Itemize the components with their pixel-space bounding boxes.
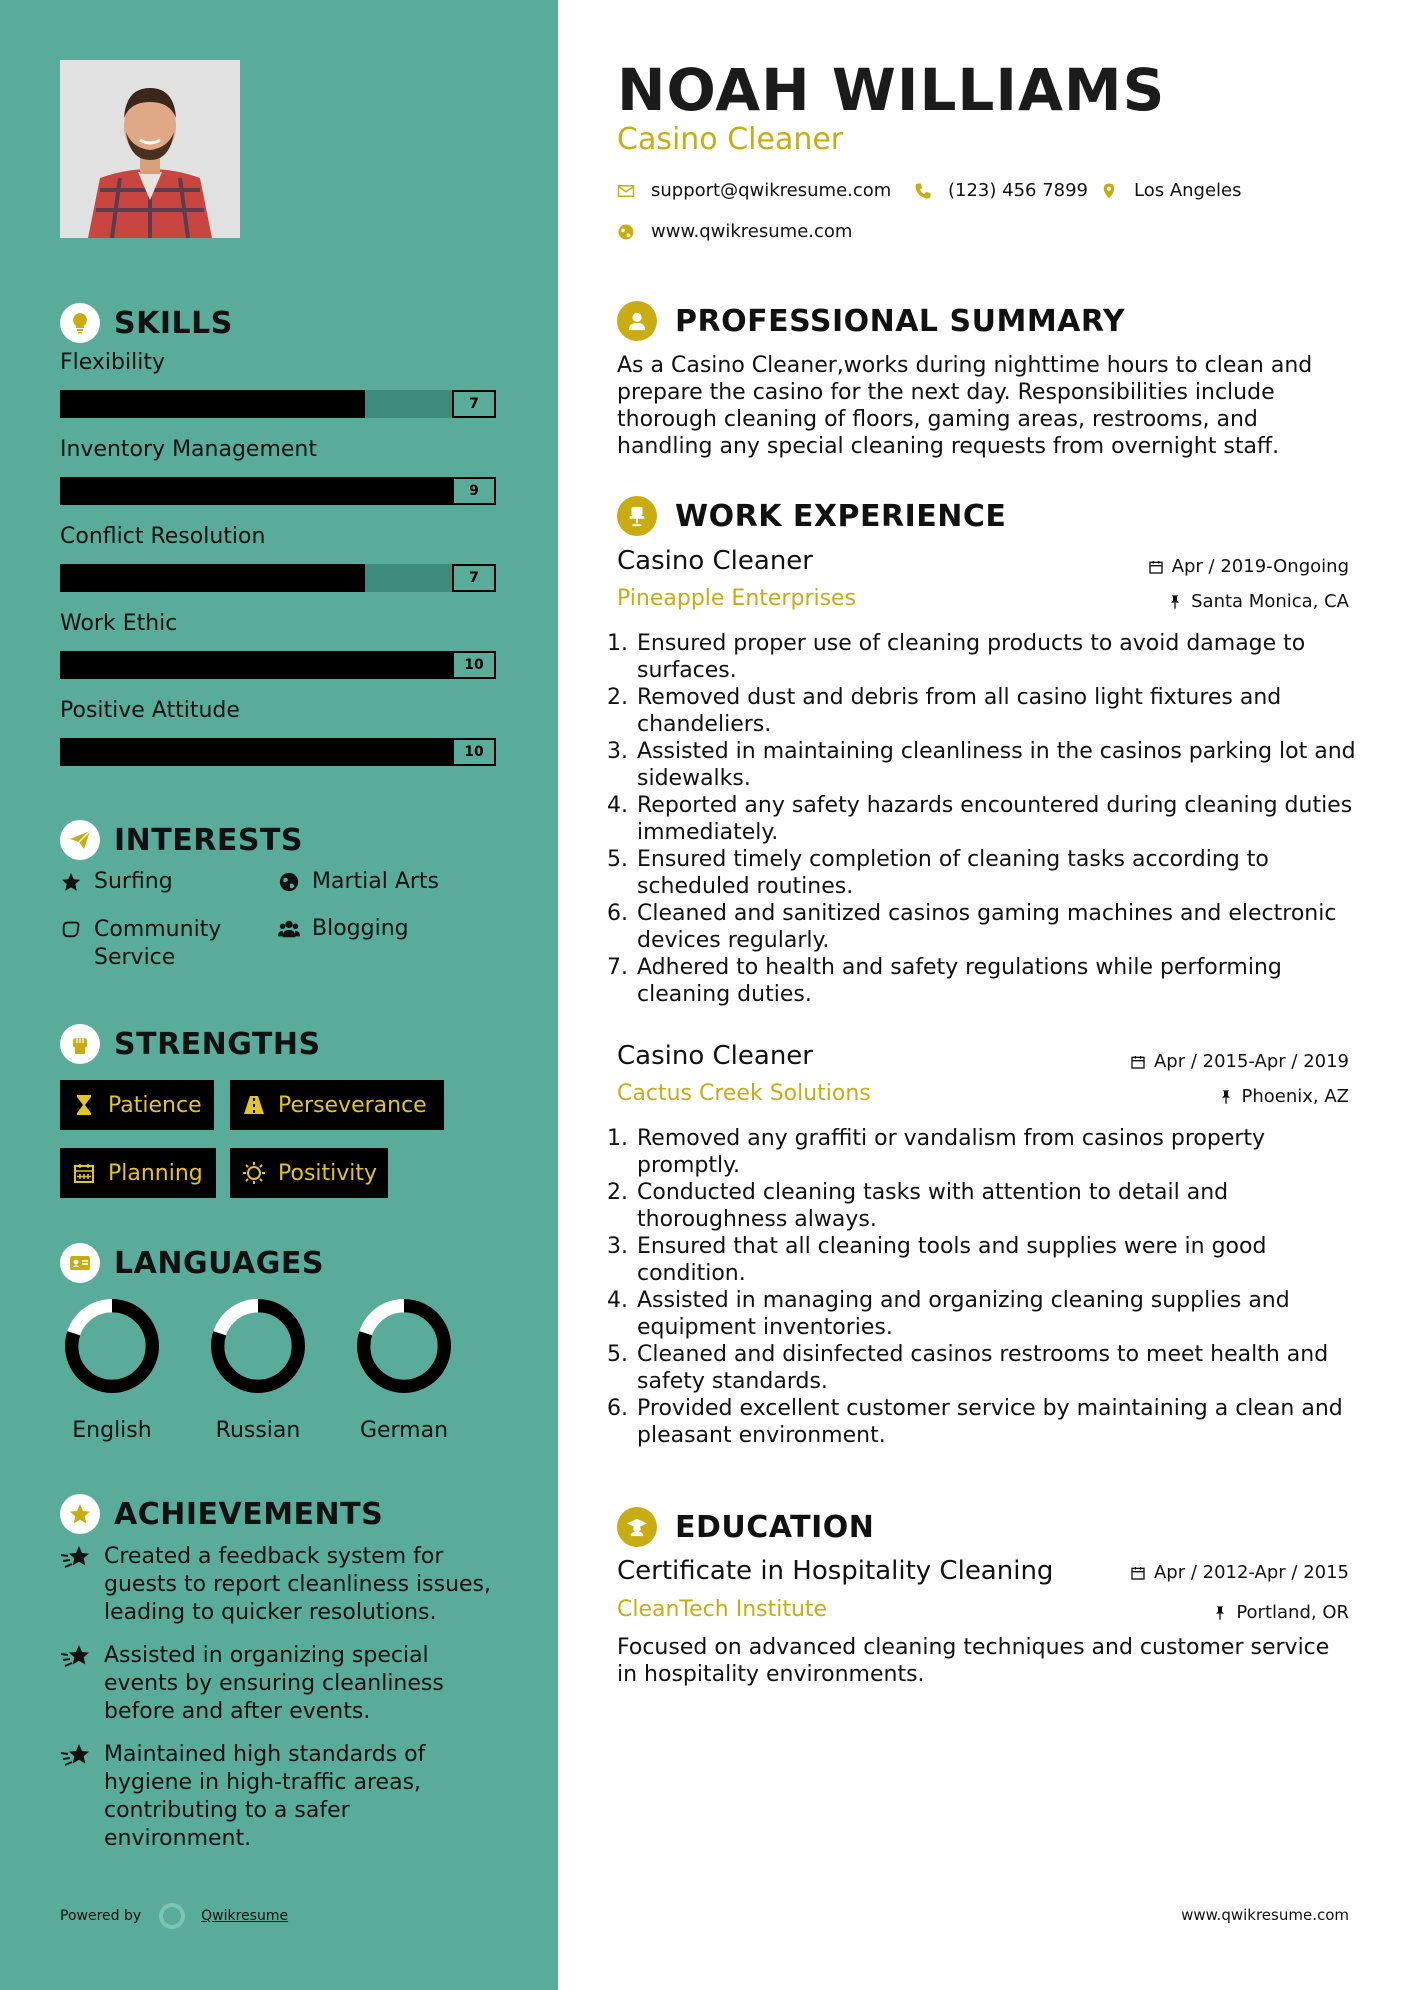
sidebar [0, 0, 558, 1990]
interest-item [278, 869, 439, 894]
interest-label: Community Service [94, 917, 222, 970]
website-text: www.qwikresume.com [651, 221, 853, 242]
languages-heading [60, 1243, 324, 1283]
duty-item: 3. Ensured that all cleaning tools and supplies were in good condition. [635, 1233, 1357, 1287]
skill-bar [60, 390, 496, 418]
language-ring [210, 1298, 306, 1394]
hand-icon [60, 918, 82, 940]
skill-name: Positive Attitude [60, 698, 240, 723]
skill-name: Work Ethic [60, 611, 178, 636]
duty-item: 1. Removed any graffiti or vandalism from casinos property promptly. [635, 1125, 1357, 1179]
job-location [1167, 591, 1349, 612]
pushpin-icon [1218, 1089, 1234, 1105]
hourglass-icon [72, 1093, 96, 1117]
skill-fill [60, 738, 496, 766]
qwikresume-link[interactable]: Qwikresume [201, 1908, 289, 1924]
strength-label: Positivity [278, 1160, 378, 1186]
interest-item [278, 916, 409, 941]
strength-chip [230, 1148, 388, 1198]
education-dates [1130, 1562, 1349, 1583]
paper-plane-icon [60, 820, 100, 860]
skill-fill [60, 564, 365, 592]
strength-chip [230, 1080, 444, 1130]
achievement-item [60, 1741, 500, 1853]
candidate-role: Casino Cleaner [617, 122, 844, 157]
skills-heading [60, 303, 233, 343]
skill-bar [60, 651, 496, 679]
fist-icon [60, 1024, 100, 1064]
school-name: CleanTech Institute [617, 1597, 828, 1622]
interest-label: Surfing [94, 869, 173, 894]
education-description: Focused on advanced cleaning techniques and customer service in hospitality environments. [617, 1635, 1330, 1687]
job-dates [1148, 556, 1349, 577]
degree-title: Certificate in Hospitality Cleaning [617, 1556, 1054, 1586]
globe-icon [278, 871, 300, 893]
contact-phone[interactable] [914, 180, 1088, 201]
language-ring [64, 1298, 160, 1394]
footer-website[interactable]: www.qwikresume.com [1181, 1906, 1349, 1924]
interests-heading [60, 820, 303, 860]
strength-label: Planning [108, 1160, 203, 1186]
graduate-icon [617, 1507, 657, 1547]
profile-photo [60, 60, 240, 238]
achievements-title: ACHIEVEMENTS [114, 1496, 384, 1532]
candidate-name: NOAH WILLIAMS [617, 56, 1166, 124]
education-location [1212, 1602, 1349, 1623]
star-icon [60, 871, 82, 893]
skill-name: Inventory Management [60, 437, 317, 462]
calendar-icon [72, 1161, 96, 1185]
phone-text: (123) 456 7899 [948, 180, 1089, 201]
interest-item [60, 916, 240, 972]
duty-item: 6. Cleaned and sanitized casinos gaming machines and electronic devices regularly. [635, 900, 1357, 954]
duty-item: 2. Removed dust and debris from all casino light fixtures and chandeliers. [635, 684, 1357, 738]
language-name: Russian [215, 1418, 301, 1443]
powered-by-label: Powered by [60, 1908, 142, 1924]
duty-item: 1. Ensured proper use of cleaning products to avoid damage to surfaces. [635, 630, 1357, 684]
powered-by [60, 1903, 288, 1929]
company-name: Pineapple Enterprises [617, 586, 857, 611]
interest-label: Martial Arts [312, 869, 440, 894]
skill-level-badge: 10 [452, 651, 496, 679]
skill-name: Conflict Resolution [60, 524, 266, 549]
strengths-title: STRENGTHS [114, 1026, 321, 1062]
achievements-heading [60, 1494, 383, 1534]
map-pin-icon [1100, 182, 1118, 200]
skills-title: SKILLS [114, 305, 233, 341]
duty-item: 3. Assisted in maintaining cleanliness in the casinos parking lot and sidewalks. [635, 738, 1357, 792]
duty-item: 7. Adhered to health and safety regulations while performing cleaning duties. [635, 954, 1357, 1008]
interest-label: Blogging [312, 916, 409, 941]
strengths-heading [60, 1024, 321, 1064]
duty-item: 6. Provided excellent customer service by maintaining a clean and pleasant environment. [635, 1395, 1357, 1449]
skill-level-badge: 9 [452, 477, 496, 505]
location-text: Los Angeles [1134, 180, 1242, 201]
email-text: support@qwikresume.com [651, 180, 892, 201]
language-name: German [359, 1418, 449, 1443]
shooting-star-icon [60, 1743, 92, 1769]
sun-icon [242, 1161, 266, 1185]
shooting-star-icon [60, 1644, 92, 1670]
language-item [198, 1298, 318, 1443]
duty-item: 5. Ensured timely completion of cleaning tasks according to scheduled routines. [635, 846, 1357, 900]
duty-item: 4. Assisted in managing and organizing cleaning supplies and equipment inventories. [635, 1287, 1357, 1341]
strength-chip [60, 1148, 216, 1198]
qwikresume-logo-icon [159, 1903, 185, 1929]
achievement-item [60, 1642, 500, 1726]
office-chair-icon [617, 496, 657, 536]
education-location-text: Portland, OR [1236, 1602, 1349, 1623]
achievement-item [60, 1543, 500, 1627]
skill-fill [60, 477, 452, 505]
job-location [1218, 1086, 1350, 1107]
contact-email[interactable] [617, 180, 891, 201]
skill-level-badge: 10 [452, 738, 496, 766]
users-icon [278, 918, 300, 940]
strength-label: Perseverance [278, 1092, 427, 1118]
education-heading [617, 1506, 874, 1548]
language-ring [356, 1298, 452, 1394]
job-dates-text: Apr / 2015-Apr / 2019 [1153, 1051, 1349, 1072]
calendar-icon [1130, 1054, 1146, 1070]
language-item [344, 1298, 464, 1443]
skill-level-badge: 7 [452, 564, 496, 592]
star-badge-icon [60, 1494, 100, 1534]
job-title: Casino Cleaner [617, 1041, 813, 1071]
skill-level-badge: 7 [452, 390, 496, 418]
skill-name: Flexibility [60, 350, 165, 375]
education-title: EDUCATION [675, 1509, 875, 1545]
skill-fill [60, 390, 365, 418]
lightbulb-icon [60, 303, 100, 343]
user-icon [617, 301, 657, 341]
achievement-text: Created a feedback system for guests to report cleanliness issues, leading to quicker resolutions. [104, 1544, 492, 1625]
job-duties [617, 1125, 1357, 1449]
job-dates-text: Apr / 2019-Ongoing [1171, 556, 1349, 577]
envelope-icon [617, 182, 635, 200]
strength-label: Patience [108, 1092, 202, 1118]
contact-website[interactable] [617, 221, 852, 242]
summary-text: As a Casino Cleaner,works during nighttime hours to clean and prepare the casino for the next day. Responsibilities include thorough cleaning of floors, gaming areas, restrooms, and handling any special cleaning requests from overnight staff. [617, 353, 1313, 459]
job-duties [617, 630, 1357, 1008]
education-dates-text: Apr / 2012-Apr / 2015 [1153, 1562, 1349, 1583]
calendar-icon [1148, 559, 1164, 575]
job-dates [1130, 1051, 1349, 1072]
skill-bar [60, 738, 496, 766]
summary-heading [617, 300, 1125, 342]
language-name: English [72, 1418, 152, 1443]
pushpin-icon [1167, 594, 1183, 610]
strength-chip [60, 1080, 214, 1130]
achievement-text: Assisted in organizing special events by ensuring cleanliness before and after events. [104, 1643, 444, 1724]
experience-title: WORK EXPERIENCE [675, 498, 1007, 534]
achievement-text: Maintained high standards of hygiene in high-traffic areas, contributing to a safer environment. [104, 1742, 426, 1851]
language-item [52, 1298, 172, 1443]
id-card-icon [60, 1243, 100, 1283]
skill-fill [60, 651, 496, 679]
experience-heading [617, 495, 1006, 537]
job-location-text: Phoenix, AZ [1241, 1086, 1349, 1107]
company-name: Cactus Creek Solutions [617, 1081, 871, 1106]
contact-location [1100, 180, 1242, 201]
interest-item [60, 869, 173, 894]
interests-title: INTERESTS [114, 822, 303, 858]
road-icon [242, 1093, 266, 1117]
calendar-icon [1130, 1565, 1146, 1581]
skill-bar [60, 477, 496, 505]
duty-item: 4. Reported any safety hazards encountered during cleaning duties immediately. [635, 792, 1357, 846]
phone-icon [914, 182, 932, 200]
summary-title: PROFESSIONAL SUMMARY [675, 303, 1126, 339]
duty-item: 2. Conducted cleaning tasks with attention to detail and thoroughness always. [635, 1179, 1357, 1233]
duty-item: 5. Cleaned and disinfected casinos restrooms to meet health and safety standards. [635, 1341, 1357, 1395]
skill-bar [60, 564, 496, 592]
pushpin-icon [1212, 1605, 1228, 1621]
shooting-star-icon [60, 1545, 92, 1571]
languages-title: LANGUAGES [114, 1245, 324, 1281]
job-title: Casino Cleaner [617, 546, 813, 576]
job-location-text: Santa Monica, CA [1191, 591, 1349, 612]
globe-icon [617, 223, 635, 241]
